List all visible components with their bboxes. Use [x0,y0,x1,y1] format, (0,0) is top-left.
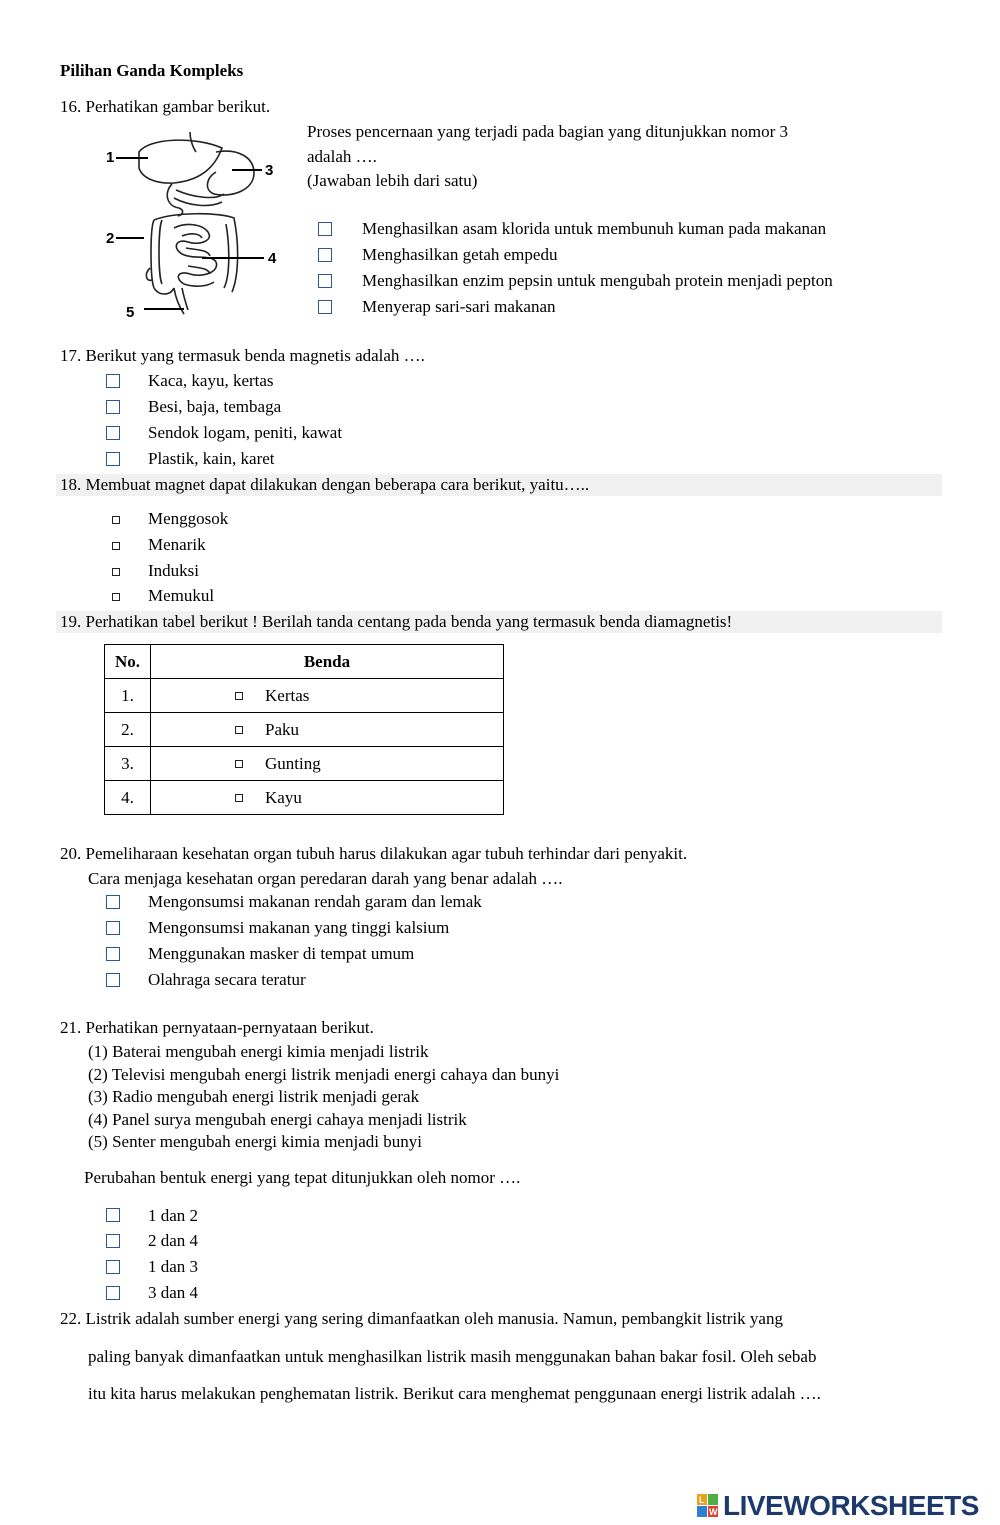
q17-option-label: Plastik, kain, karet [148,449,275,468]
diagram-label-3: 3 [265,162,274,179]
q22-line2: paling banyak dimanfaatkan untuk menghasilkan listrik masih menggunakan bahan bakar fosil. Oleh sebab [88,1347,817,1366]
table-row [105,713,504,747]
table-cell-no: 4. [105,781,151,815]
table-cell-no: 3. [105,747,151,781]
q21-option-checkbox[interactable] [106,1260,120,1274]
table-row [105,679,504,713]
q18-stem: 18. Membuat magnet dapat dilakukan dengan beberapa cara berikut, yaitu….. [60,475,590,494]
table-item-label: Kayu [265,787,302,807]
q16-option-label: Menyerap sari-sari makanan [362,297,556,316]
diagram-label-4: 4 [268,250,277,267]
table-cell-benda [151,679,504,713]
q19-table [104,644,504,815]
q18-option-checkbox[interactable] [112,516,120,524]
q17-option-label: Besi, baja, tembaga [148,397,282,416]
table-row [105,781,504,815]
q20-option-label: Menggunakan masker di tempat umum [148,944,415,963]
q16-option-label: Menghasilkan enzim pepsin untuk mengubah protein menjadi pepton [362,271,833,290]
q22-line1: 22. Listrik adalah sumber energi yang sering dimanfaatkan oleh manusia. Namun, pembangkit listrik yang [60,1309,783,1328]
q17-option-checkbox[interactable] [106,426,120,440]
table-item-label: Kertas [265,685,310,705]
q20-option-checkbox[interactable] [106,947,120,961]
digestive-system-diagram [104,128,280,324]
table-checkbox[interactable] [235,794,243,802]
q18-option-checkbox[interactable] [112,568,120,576]
table-cell-benda [151,713,504,747]
q20-option-label: Mengonsumsi makanan yang tinggi kalsium [148,918,450,937]
q16-prompt-line1: Proses pencernaan yang terjadi pada bagian yang ditunjukkan nomor 3 [307,122,789,141]
diagram-label-1: 1 [106,149,115,166]
q21-question: Perubahan bentuk energi yang tepat ditunjukkan oleh nomor …. [84,1168,521,1187]
q18-option-checkbox[interactable] [112,542,120,550]
q18-option-label: Menggosok [148,509,229,528]
q17-option-label: Sendok logam, peniti, kawat [148,423,343,442]
table-header-no: No. [105,645,151,679]
q21-option-checkbox[interactable] [106,1234,120,1248]
q21-option-label: 3 dan 4 [148,1283,199,1302]
diagram-label-5: 5 [126,304,135,321]
diagram-label-2: 2 [106,230,115,247]
q21-statement: (4) Panel surya mengubah energi cahaya menjadi listrik [88,1110,467,1129]
q21-option-checkbox[interactable] [106,1286,120,1300]
q21-statement: (5) Senter mengubah energi kimia menjadi bunyi [88,1132,422,1151]
table-header-benda: Benda [151,645,504,679]
table-item-label: Gunting [265,753,321,773]
q16-option-checkbox[interactable] [318,274,332,288]
q16-option-label: Menghasilkan getah empedu [362,245,558,264]
logo-letter-l: L [699,1495,705,1505]
q17-option-checkbox[interactable] [106,452,120,466]
q21-option-label: 1 dan 2 [148,1206,199,1225]
q21-stem: 21. Perhatikan pernyataan-pernyataan berikut. [60,1018,374,1037]
q20-option-label: Olahraga secara teratur [148,970,306,989]
q18-option-label: Menarik [148,535,206,554]
q21-statement: (3) Radio mengubah energi listrik menjadi gerak [88,1087,420,1106]
q17-stem: 17. Berikut yang termasuk benda magnetis adalah …. [60,346,425,365]
q16-option-checkbox[interactable] [318,248,332,262]
q20-stem: 20. Pemeliharaan kesehatan organ tubuh harus dilakukan agar tubuh terhindar dari penyakit. [60,844,688,863]
q17-option-checkbox[interactable] [106,374,120,388]
logo-text: LIVEWORKSHEETS [723,1490,979,1521]
table-checkbox[interactable] [235,760,243,768]
logo-letter-w: W [709,1507,718,1517]
liveworksheets-logo-icon [697,1494,719,1518]
q16-stem: 16. Perhatikan gambar berikut. [60,97,271,116]
q21-option-label: 2 dan 4 [148,1231,199,1250]
q21-statement: (2) Televisi mengubah energi listrik menjadi energi cahaya dan bunyi [88,1065,560,1084]
q18-option-label: Memukul [148,586,215,605]
q17-option-label: Kaca, kayu, kertas [148,371,274,390]
q21-option-checkbox[interactable] [106,1208,120,1222]
q20-option-checkbox[interactable] [106,895,120,909]
table-header-row [105,645,504,679]
q20-option-checkbox[interactable] [106,921,120,935]
q20-option-checkbox[interactable] [106,973,120,987]
table-checkbox[interactable] [235,692,243,700]
q16-option-checkbox[interactable] [318,222,332,236]
table-item-label: Paku [265,719,299,739]
q18-option-label: Induksi [148,561,199,580]
q16-option-checkbox[interactable] [318,300,332,314]
q20-stem-line2: Cara menjaga kesehatan organ peredaran darah yang benar adalah …. [88,869,563,888]
q17-option-checkbox[interactable] [106,400,120,414]
q19-stem: 19. Perhatikan tabel berikut ! Berilah tanda centang pada benda yang termasuk benda diamagnetis! [60,612,733,631]
table-cell-no: 1. [105,679,151,713]
q16-prompt-line2: adalah …. [307,147,377,166]
table-cell-benda [151,781,504,815]
q22-line3: itu kita harus melakukan penghematan listrik. Berikut cara menghemat penggunaan energi listrik adalah …. [88,1384,821,1403]
table-cell-no: 2. [105,713,151,747]
section-title: Pilihan Ganda Kompleks [60,61,244,80]
q18-option-checkbox[interactable] [112,593,120,601]
q21-statement: (1) Baterai mengubah energi kimia menjadi listrik [88,1042,429,1061]
liveworksheets-logo [697,1490,979,1522]
q20-option-label: Mengonsumsi makanan rendah garam dan lemak [148,892,482,911]
q16-option-label: Menghasilkan asam klorida untuk membunuh kuman pada makanan [362,219,827,238]
table-row [105,747,504,781]
q21-option-label: 1 dan 3 [148,1257,199,1276]
q16-note: (Jawaban lebih dari satu) [307,171,478,190]
table-cell-benda [151,747,504,781]
table-checkbox[interactable] [235,726,243,734]
